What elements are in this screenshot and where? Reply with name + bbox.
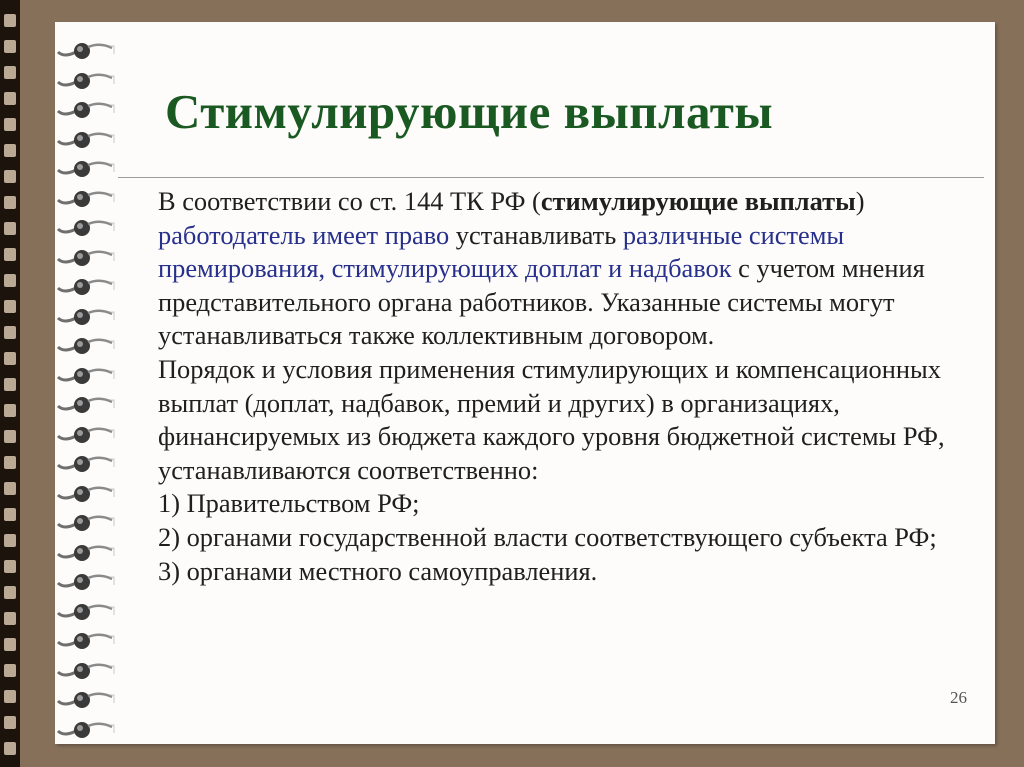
title-divider [118,177,984,178]
binding-ring-icon [50,628,122,654]
film-strip [0,0,20,767]
film-sprocket [4,326,16,339]
list-item: 1) Правительством РФ; [158,488,420,519]
film-sprocket [4,456,16,469]
film-sprocket [4,274,16,287]
paragraph-1-intro: В соответствии со ст. 144 ТК РФ ( [158,186,541,216]
page-number: 26 [950,688,967,707]
film-sprocket [4,612,16,625]
paragraph-1-rest: с учетом мнения представительного органа работников. Указанные системы могут устанавливаться также коллективным договором. [158,253,925,351]
film-sprocket [4,40,16,53]
film-sprocket [4,170,16,183]
slide-title: Стимулирующие выплаты [165,84,774,139]
film-sprocket [4,586,16,599]
film-sprocket [4,196,16,209]
employer-right-highlight: работодатель имеет право [158,219,450,250]
film-sprocket [4,430,16,443]
film-sprocket [4,742,16,755]
binding-ring-icon [50,658,122,684]
film-sprocket [4,222,16,235]
paragraph-1-mid: устанавливать [449,219,623,250]
film-sprocket [4,248,16,261]
bold-term: стимулирующие выплаты [540,186,856,216]
binding-ring-icon [50,717,122,743]
film-sprocket [4,300,16,313]
film-sprocket [4,352,16,365]
paragraph-1-after-term: ) [855,186,865,216]
binding-ring-icon [50,127,122,153]
film-sprocket [4,560,16,573]
film-sprocket [4,534,16,547]
binding-ring-icon [50,38,122,64]
film-sprocket [4,118,16,131]
film-sprocket [4,716,16,729]
film-sprocket [4,144,16,157]
list-item: 2) органами государственной власти соответствующего субъекта РФ; [158,521,937,552]
binding-ring-icon [50,687,122,713]
paragraph-employer-right [112,185,980,353]
film-sprocket [4,66,16,79]
binding-ring-icon [50,599,122,625]
film-sprocket [4,14,16,27]
film-sprocket [4,482,16,495]
binding-ring-icon [50,97,122,123]
film-sprocket [4,664,16,677]
film-sprocket [4,508,16,521]
film-sprocket [4,378,16,391]
slide-body [112,185,980,588]
paragraph-procedure: Порядок и условия применения стимулирующих и компенсационных выплат (доплат, надбавок, премий и других) в организациях, финансируемых из бюджета каждого уровня бюджетной системы РФ, устанавливаются соответственно: [158,353,945,485]
film-sprocket [4,404,16,417]
film-sprocket [4,92,16,105]
binding-ring-icon [50,156,122,182]
film-sprocket [4,638,16,651]
list-item: 3) органами местного самоуправления. [158,555,598,586]
film-sprocket [4,690,16,703]
bonus-systems-highlight: различные системы премирования, стимулирующих доплат и надбавок [158,219,845,284]
binding-ring-icon [50,68,122,94]
